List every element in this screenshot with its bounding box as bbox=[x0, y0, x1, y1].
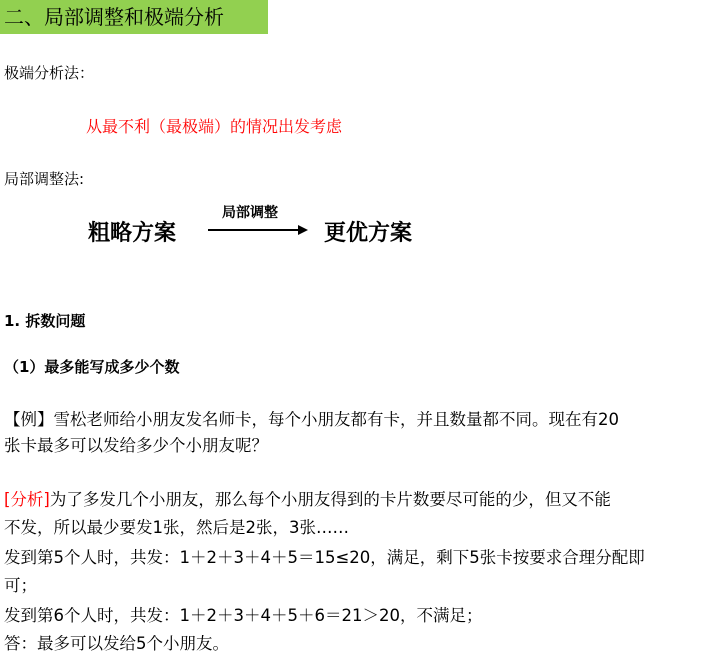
local-adjust-arrow-label: 局部调整 bbox=[222, 205, 278, 221]
example-line-2: 张卡最多可以发给多少个小朋友呢？ bbox=[4, 436, 268, 455]
answer-line: 答：最多可以发给5个小朋友。 bbox=[4, 634, 229, 653]
analysis-line-4: 可； bbox=[4, 576, 37, 595]
analysis-line-3: 发到第5个人时，共发：1＋2＋3＋4＋5＝15≤20，满足，剩下5张卡按要求合理分配即 bbox=[4, 548, 645, 567]
rough-plan-text: 粗略方案 bbox=[88, 220, 177, 246]
section1-title: 1. 拆数问题 bbox=[4, 312, 86, 330]
analysis-text-1: 为了多发几个小朋友，那么每个小朋友得到的卡片数要尽可能的少，但又不能 bbox=[49, 490, 611, 509]
right-arrow-icon bbox=[206, 224, 310, 236]
extreme-analysis-label: 极端分析法： bbox=[4, 64, 95, 82]
section-heading: 二、局部调整和极端分析 bbox=[0, 0, 268, 34]
local-adjust-label: 局部调整法: bbox=[4, 170, 85, 188]
better-plan-text: 更优方案 bbox=[324, 220, 413, 246]
analysis-line-5: 发到第6个人时，共发：1＋2＋3＋4＋5＋6＝21＞20，不满足； bbox=[4, 606, 483, 625]
extreme-analysis-note: 从最不利（最极端）的情况出发考虑 bbox=[86, 117, 343, 136]
local-adjust-diagram bbox=[80, 192, 446, 254]
analysis-line-2: 不发，所以最少要发1张，然后是2张，3张…… bbox=[4, 518, 349, 537]
section1-subtitle: （1）最多能写成多少个数 bbox=[4, 358, 180, 376]
example-line-1: 【例】雪松老师给小朋友发名师卡，每个小朋友都有卡，并且数量都不同。现在有20 bbox=[4, 410, 619, 429]
analysis-tag: [分析] bbox=[4, 490, 50, 509]
analysis-line-1 bbox=[4, 486, 611, 510]
